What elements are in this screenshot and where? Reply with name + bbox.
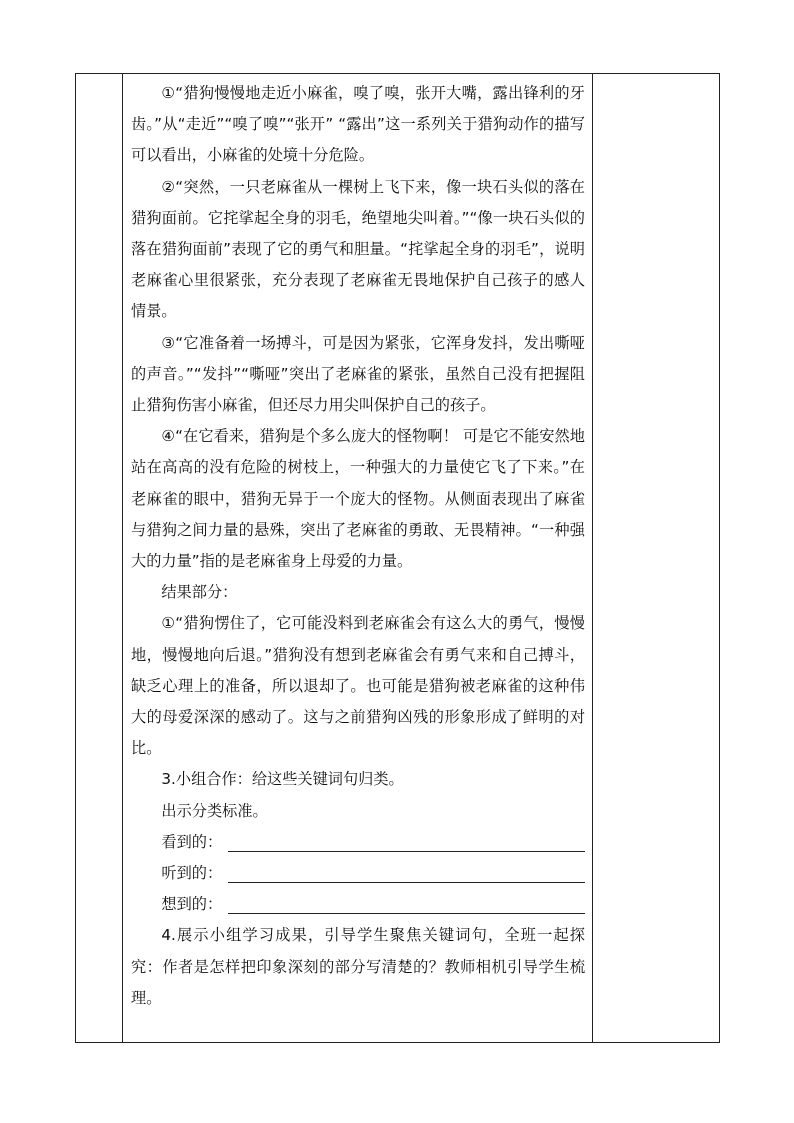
fill-blank-line (228, 913, 585, 914)
classification-standard: 出示分类标准。 (161, 801, 268, 820)
fill-label-heard: 听到的： (161, 864, 223, 883)
fill-row-seen (131, 827, 585, 858)
fill-row-heard (131, 858, 585, 889)
lesson-table (75, 73, 720, 1043)
analysis-paragraph-2: ②“突然，一只老麻雀从一棵树上飞下来，像一块石头似的落在猎狗面前。它挓挲起全身的羽毛，绝望地尖叫着。”“像一块石头似的落在猎狗面前”表现了它的勇气和胆量。“挓挲起全身的羽毛”，说明老麻雀心里很紧张，充分表现了老麻雀无畏地保护自己孩子的感人情景。 (131, 177, 585, 321)
result-paragraph-1: ①“猎狗愣住了，它可能没料到老麻雀会有这么大的勇气，慢慢地，慢慢地向后退。”猎狗没有想到老麻雀会有勇气来和自己搏斗，缺乏心理上的准备，所以退却了。也可能是猎狗被老麻雀的这种伟大的母爱深深的感动了。这与之前猎狗凶残的形象形成了鲜明的对比。 (131, 614, 585, 758)
closing-paragraph: 4.展示小组学习成果，引导学生聚焦关键词句，全班一起探究：作者是怎样把印象深刻的部分写清楚的？教师相机引导学生梳理。 (131, 926, 585, 1007)
result-heading: 结果部分： (161, 583, 238, 602)
fill-label-thought: 想到的： (161, 895, 223, 914)
group-task: 3.小组合作：给这些关键词句归类。 (161, 770, 404, 789)
fill-blank-line (228, 882, 585, 883)
analysis-paragraph-4: ④“在它看来，猎狗是个多么庞大的怪物啊！ 可是它不能安然地站在高高的没有危险的树枝上，一种强大的力量使它飞了下来。”在老麻雀的眼中，猎狗无异于一个庞大的怪物。从侧面表现出了麻雀与猎狗之间力量的悬殊，突出了老麻雀的勇敢、无畏精神。“一种强大的力量”指的是老麻雀身上母爱的力量。 (131, 427, 585, 571)
right-column-cell (593, 74, 720, 1043)
analysis-paragraph-1: ①“猎狗慢慢地走近小麻雀，嗅了嗅，张开大嘴，露出锋利的牙齿。”从“走近”“嗅了嗅”“张开” “露出”这一系列关于猎狗动作的描写可以看出，小麻雀的处境十分危险。 (131, 84, 585, 165)
lesson-content (123, 74, 592, 1014)
analysis-paragraph-3: ③“它准备着一场搏斗，可是因为紧张，它浑身发抖，发出嘶哑的声音。”“发抖”“嘶哑”突出了老麻雀的紧张，虽然自己没有把握阻止猎狗伤害小麻雀，但还尽力用尖叫保护自己的孩子。 (131, 333, 585, 415)
table-row (76, 74, 720, 1043)
fill-label-seen: 看到的： (161, 832, 223, 851)
left-column-cell (76, 74, 123, 1043)
fill-row-thought (131, 889, 585, 920)
content-cell (123, 74, 593, 1043)
fill-blank-line (228, 851, 585, 852)
